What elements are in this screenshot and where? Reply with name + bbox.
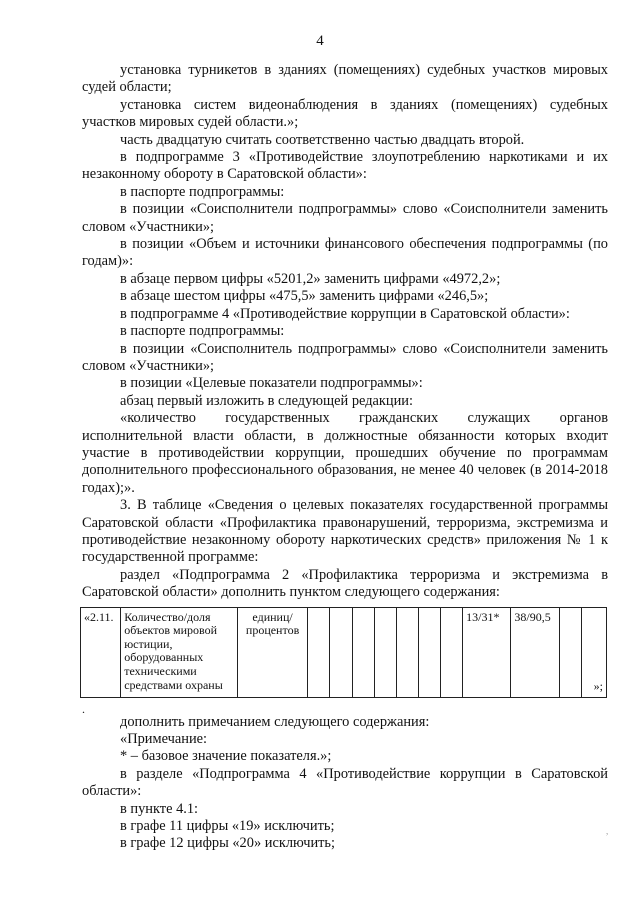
table-cell: »; <box>581 607 606 697</box>
table-cell: единиц/ процентов <box>237 607 307 697</box>
page-number: 4 <box>316 33 324 49</box>
paragraph: в позиции «Целевые показатели подпрограммы»: <box>120 375 423 392</box>
paragraph: раздел «Подпрограмма 2 «Профилактика терроризма и экстремизма в Саратовской области» дополнить пунктом следующего содержания: <box>82 566 608 601</box>
paragraph: в графе 12 цифры «20» исключить; <box>120 835 335 852</box>
stray-dot: . <box>82 701 85 716</box>
paragraph: в позиции «Соисполнитель подпрограммы» слово «Соисполнители заменить словом «Участники»; <box>82 340 608 374</box>
paragraph: в графе 11 цифры «19» исключить; <box>120 818 335 835</box>
table-cell: 13/31* <box>463 607 511 697</box>
table-cell: «2.11. <box>81 607 121 697</box>
table-row <box>81 607 607 697</box>
paragraph: установка турникетов в зданиях (помещениях) судебных участков мировых судей области; <box>82 62 608 96</box>
paragraph: в пункте 4.1: <box>120 800 199 817</box>
table-cell <box>352 607 374 697</box>
document-body <box>82 62 608 853</box>
paragraph: часть двадцатую считать соответственно частью двадцать второй. <box>120 131 525 148</box>
paragraph: установка систем видеонаблюдения в зданиях (помещениях) судебных участков мировых судей области.»; <box>82 96 608 131</box>
paragraph: * – базовое значение показателя.»; <box>120 748 332 765</box>
paragraph: в абзаце первом цифры «5201,2» заменить цифрами «4972,2»; <box>120 270 501 287</box>
paragraphs-after <box>82 714 608 853</box>
paragraph: «количество государственных гражданских служащих органов исполнительной власти области, в должностные обязанности которых входит участие в противодействии коррупции, прошедших обучение по программам дополнительного профессионального образования, не менее 40 человек (в 2014-2018 годах);». <box>82 410 608 496</box>
paragraph: в позиции «Объем и источники финансового обеспечения подпрограммы (по годам)»: <box>82 236 608 270</box>
table-cell <box>308 607 330 697</box>
table-cell <box>441 607 463 697</box>
paragraph: «Примечание: <box>120 731 208 747</box>
paragraph: в разделе «Подпрограмма 4 «Противодействие коррупции в Саратовской области»: <box>82 765 608 800</box>
paragraph: в подпрограмме 4 «Противодействие коррупции в Саратовской области»: <box>120 305 570 322</box>
table-cell <box>559 607 581 697</box>
paragraph: абзац первый изложить в следующей редакции: <box>120 392 414 409</box>
table-cell <box>396 607 418 697</box>
table-cell: Количество/доля объектов мировой юстиции, оборудованных техническими средствами охраны <box>121 607 238 697</box>
paragraphs-before <box>82 62 608 602</box>
paragraph: дополнить примечанием следующего содержания: <box>120 713 430 730</box>
table-cell <box>418 607 440 697</box>
target-indicator-table <box>80 607 607 698</box>
paragraph: в паспорте подпрограммы: <box>120 323 285 340</box>
table-cell <box>330 607 352 697</box>
paragraph: 3. В таблице «Сведения о целевых показателях государственной программы Саратовской области «Профилактика правонарушений, терроризма, экстремизма и противодействие незаконному обороту наркотических средств» приложения № 1 к государственной программе: <box>82 497 608 566</box>
table-cell <box>374 607 396 697</box>
paragraph: в паспорте подпрограммы: <box>120 183 285 200</box>
table-cell: 38/90,5 <box>511 607 559 697</box>
paragraph: в абзаце шестом цифры «475,5» заменить цифрами «246,5»; <box>120 288 489 305</box>
paragraph: в подпрограмме 3 «Противодействие злоупотреблению наркотиками и их незаконному обороту в Саратовской области»: <box>82 149 608 183</box>
margin-mark: , <box>606 826 609 836</box>
paragraph: в позиции «Соисполнители подпрограммы» слово «Соисполнители заменить словом «Участники»; <box>82 201 608 235</box>
